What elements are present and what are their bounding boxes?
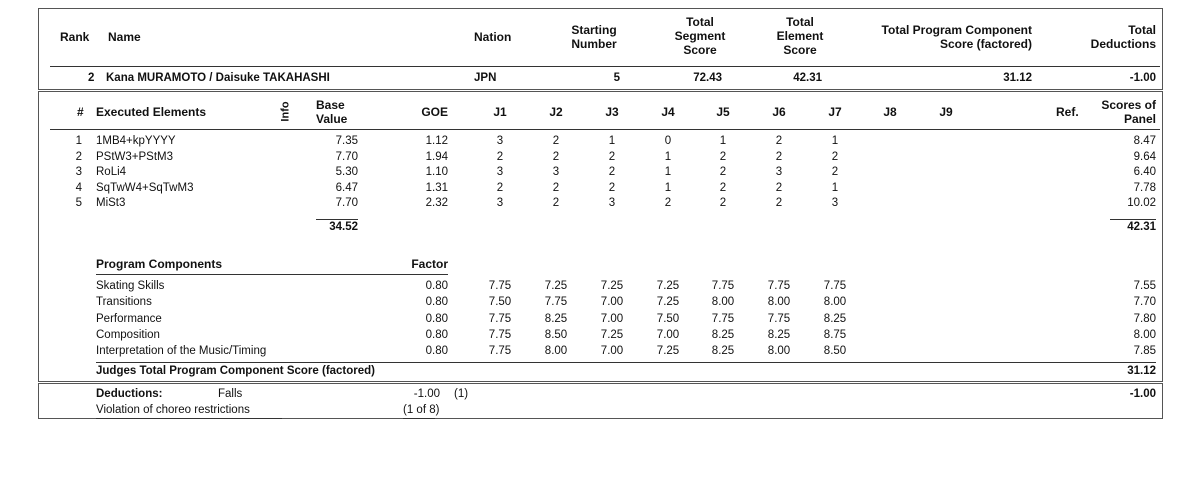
element-goe: 1.94 bbox=[425, 150, 448, 163]
base-value-header: Base Value bbox=[316, 98, 348, 126]
element-judge-score: 1 bbox=[831, 181, 839, 194]
component-judge-score: 8.25 bbox=[544, 312, 568, 325]
component-panel-score: 8.00 bbox=[1133, 328, 1156, 341]
component-name: Skating Skills bbox=[96, 280, 165, 292]
component-panel-score: 7.70 bbox=[1133, 296, 1156, 309]
element-judge-score: 3 bbox=[775, 166, 783, 179]
element-panel-score: 7.78 bbox=[1133, 181, 1156, 194]
element-name: SqTwW4+SqTwM3 bbox=[96, 181, 194, 194]
element-judge-score: 2 bbox=[608, 181, 616, 194]
element-panel-score: 6.40 bbox=[1133, 166, 1156, 179]
element-panel-score: 8.47 bbox=[1133, 135, 1156, 147]
element-base-value: 7.70 bbox=[335, 150, 358, 163]
component-judge-score: 8.00 bbox=[544, 345, 568, 358]
skater-name: Kana MURAMOTO / Daisuke TAKAHASHI bbox=[106, 72, 330, 84]
element-num: 4 bbox=[75, 181, 82, 194]
element-judge-score: 2 bbox=[552, 135, 560, 147]
element-judge-score: 3 bbox=[496, 166, 504, 179]
deductions-label: Deductions: bbox=[96, 388, 163, 400]
deductions-header: Total Deductions bbox=[1090, 23, 1156, 51]
rank-header: Rank bbox=[60, 30, 90, 44]
element-name: PStW3+PStM3 bbox=[96, 150, 174, 163]
element-judge-score: 2 bbox=[496, 150, 504, 163]
component-judge-score: 7.00 bbox=[600, 296, 624, 309]
element-panel-score: 10.02 bbox=[1127, 197, 1156, 210]
component-judge-score: 7.75 bbox=[488, 312, 512, 325]
judge-header-9: J9 bbox=[939, 105, 953, 119]
element-judge-score: 1 bbox=[664, 166, 672, 179]
component-judge-score: 7.25 bbox=[656, 280, 680, 292]
element-judge-score: 2 bbox=[831, 150, 839, 163]
component-name: Interpretation of the Music/Timing bbox=[96, 345, 267, 358]
goe-header: GOE bbox=[421, 105, 448, 119]
component-judge-score: 7.25 bbox=[656, 296, 680, 309]
element-name: RoLi4 bbox=[96, 166, 127, 179]
judge-header-7: J7 bbox=[828, 105, 842, 119]
element-judge-score: 3 bbox=[831, 197, 839, 210]
program-components-title: Program Components bbox=[96, 257, 223, 271]
component-judge-score: 7.75 bbox=[767, 312, 791, 325]
component-judge-score: 8.25 bbox=[823, 312, 847, 325]
component-judge-score: 7.75 bbox=[544, 296, 568, 309]
component-judge-score: 8.00 bbox=[767, 296, 791, 309]
element-judge-score: 2 bbox=[552, 150, 560, 163]
component-judge-score: 7.75 bbox=[711, 312, 735, 325]
violation-label: Violation of choreo restrictions bbox=[96, 404, 250, 416]
component-name: Composition bbox=[96, 328, 160, 341]
name-header: Name bbox=[108, 30, 141, 44]
components-total-value: 31.12 bbox=[1127, 365, 1156, 377]
component-judge-score: 7.75 bbox=[488, 328, 512, 341]
element-base-value: 5.30 bbox=[335, 166, 358, 179]
element-num: 3 bbox=[75, 166, 82, 179]
element-judge-score: 2 bbox=[831, 166, 839, 179]
element-judge-score: 2 bbox=[719, 166, 727, 179]
element-base-value: 6.47 bbox=[335, 181, 358, 194]
component-judge-score: 7.75 bbox=[488, 345, 512, 358]
violation-value-rule bbox=[403, 418, 435, 419]
element-judge-score: 2 bbox=[552, 181, 560, 194]
judge-header-6: J6 bbox=[772, 105, 786, 119]
component-judge-score: 7.00 bbox=[600, 312, 624, 325]
component-judge-score: 7.25 bbox=[544, 280, 568, 292]
element-judge-score: 2 bbox=[552, 197, 560, 210]
element-judge-score: 2 bbox=[775, 135, 783, 147]
component-panel-score: 7.80 bbox=[1133, 312, 1156, 325]
skater-deductions: -1.00 bbox=[1129, 72, 1156, 84]
element-judge-score: 1 bbox=[831, 135, 839, 147]
num-header: # bbox=[77, 105, 84, 119]
pcs-header: Total Program Component Score (factored) bbox=[881, 23, 1032, 51]
deductions-total: -1.00 bbox=[1129, 388, 1156, 400]
component-judge-score: 7.25 bbox=[656, 345, 680, 358]
component-judge-score: 8.50 bbox=[544, 328, 568, 341]
violation-value: (1 of 8) bbox=[403, 404, 440, 416]
component-judge-score: 7.75 bbox=[823, 280, 847, 292]
element-num: 1 bbox=[75, 135, 82, 147]
element-judge-score: 1 bbox=[664, 150, 672, 163]
element-judge-score: 2 bbox=[608, 150, 616, 163]
component-judge-score: 7.75 bbox=[711, 280, 735, 292]
component-factor: 0.80 bbox=[425, 312, 448, 325]
element-judge-score: 2 bbox=[608, 166, 616, 179]
component-judge-score: 7.25 bbox=[600, 280, 624, 292]
element-name: 1MB4+kpYYYY bbox=[96, 135, 176, 147]
element-judge-score: 3 bbox=[552, 166, 560, 179]
element-goe: 1.12 bbox=[425, 135, 448, 147]
executed-elements-header: Executed Elements bbox=[96, 105, 207, 119]
element-judge-score: 1 bbox=[664, 181, 672, 194]
skater-pcs: 31.12 bbox=[1003, 72, 1032, 84]
info-header: Info bbox=[279, 101, 292, 122]
component-factor: 0.80 bbox=[425, 345, 448, 358]
component-judge-score: 7.00 bbox=[656, 328, 680, 341]
component-factor: 0.80 bbox=[425, 296, 448, 309]
skater-starting-number: 5 bbox=[613, 72, 620, 84]
panel-score-total: 42.31 bbox=[1127, 221, 1156, 233]
element-base-value: 7.70 bbox=[335, 197, 358, 210]
element-judge-score: 2 bbox=[719, 150, 727, 163]
base-total-rule bbox=[316, 219, 358, 220]
element-goe: 1.10 bbox=[425, 166, 448, 179]
judge-header-1: J1 bbox=[493, 105, 507, 119]
component-judge-score: 7.00 bbox=[600, 345, 624, 358]
element-judge-score: 2 bbox=[664, 197, 672, 210]
header-rule bbox=[50, 66, 1160, 67]
element-judge-score: 2 bbox=[775, 150, 783, 163]
nation-header: Nation bbox=[474, 30, 512, 44]
skater-rank: 2 bbox=[88, 72, 95, 84]
element-num: 2 bbox=[75, 150, 82, 163]
component-factor: 0.80 bbox=[425, 280, 448, 292]
skater-segment-score: 72.43 bbox=[693, 72, 722, 84]
component-judge-score: 7.75 bbox=[488, 280, 512, 292]
element-judge-score: 2 bbox=[496, 181, 504, 194]
component-judge-score: 7.25 bbox=[600, 328, 624, 341]
factor-header: Factor bbox=[411, 257, 448, 271]
element-judge-score: 0 bbox=[664, 135, 672, 147]
component-panel-score: 7.55 bbox=[1133, 280, 1156, 292]
judge-header-5: J5 bbox=[716, 105, 730, 119]
element-judge-score: 1 bbox=[719, 135, 727, 147]
deductions-value: -1.00 bbox=[413, 388, 440, 400]
element-score-header: Total Element Score bbox=[776, 15, 824, 57]
component-judge-score: 7.50 bbox=[656, 312, 680, 325]
judge-header-2: J2 bbox=[549, 105, 563, 119]
element-judge-score: 3 bbox=[608, 197, 616, 210]
element-judge-score: 2 bbox=[775, 181, 783, 194]
element-panel-score: 9.64 bbox=[1133, 150, 1156, 163]
segment-score-header: Total Segment Score bbox=[674, 15, 726, 57]
base-value-total: 34.52 bbox=[329, 221, 358, 233]
component-judge-score: 8.00 bbox=[767, 345, 791, 358]
element-base-value: 7.35 bbox=[335, 135, 358, 147]
element-judge-score: 2 bbox=[719, 181, 727, 194]
element-judge-score: 1 bbox=[608, 135, 616, 147]
component-judge-score: 8.25 bbox=[711, 328, 735, 341]
deductions-count: (1) bbox=[454, 388, 469, 400]
elements-header-rule bbox=[50, 129, 1160, 130]
deductions-rule bbox=[96, 418, 282, 419]
component-name: Transitions bbox=[96, 296, 152, 309]
component-panel-score: 7.85 bbox=[1133, 345, 1156, 358]
component-judge-score: 8.50 bbox=[823, 345, 847, 358]
component-judge-score: 8.25 bbox=[711, 345, 735, 358]
component-judge-score: 8.00 bbox=[711, 296, 735, 309]
component-judge-score: 8.75 bbox=[823, 328, 847, 341]
panel-score-header: Scores of Panel bbox=[1101, 98, 1156, 126]
skater-element-score: 42.31 bbox=[793, 72, 822, 84]
deductions-type: Falls bbox=[218, 388, 243, 400]
component-judge-score: 8.25 bbox=[767, 328, 791, 341]
panel-total-rule bbox=[1110, 219, 1156, 220]
judge-header-4: J4 bbox=[661, 105, 675, 119]
element-name: MiSt3 bbox=[96, 197, 126, 210]
judge-header-8: J8 bbox=[883, 105, 897, 119]
component-judge-score: 7.75 bbox=[767, 280, 791, 292]
element-judge-score: 3 bbox=[496, 135, 504, 147]
starting-number-header: Starting Number bbox=[571, 23, 617, 51]
components-header-rule bbox=[96, 274, 448, 275]
element-judge-score: 2 bbox=[775, 197, 783, 210]
element-goe: 1.31 bbox=[425, 181, 448, 194]
element-num: 5 bbox=[75, 197, 82, 210]
judge-header-3: J3 bbox=[605, 105, 619, 119]
components-total-label: Judges Total Program Component Score (factored) bbox=[96, 365, 376, 377]
ref-header: Ref. bbox=[1056, 105, 1079, 119]
element-goe: 2.32 bbox=[425, 197, 448, 210]
component-judge-score: 7.50 bbox=[488, 296, 512, 309]
element-judge-score: 2 bbox=[719, 197, 727, 210]
component-judge-score: 8.00 bbox=[823, 296, 847, 309]
component-factor: 0.80 bbox=[425, 328, 448, 341]
component-name: Performance bbox=[96, 312, 162, 325]
skater-nation: JPN bbox=[474, 72, 497, 84]
components-total-rule bbox=[96, 362, 1156, 363]
element-judge-score: 3 bbox=[496, 197, 504, 210]
